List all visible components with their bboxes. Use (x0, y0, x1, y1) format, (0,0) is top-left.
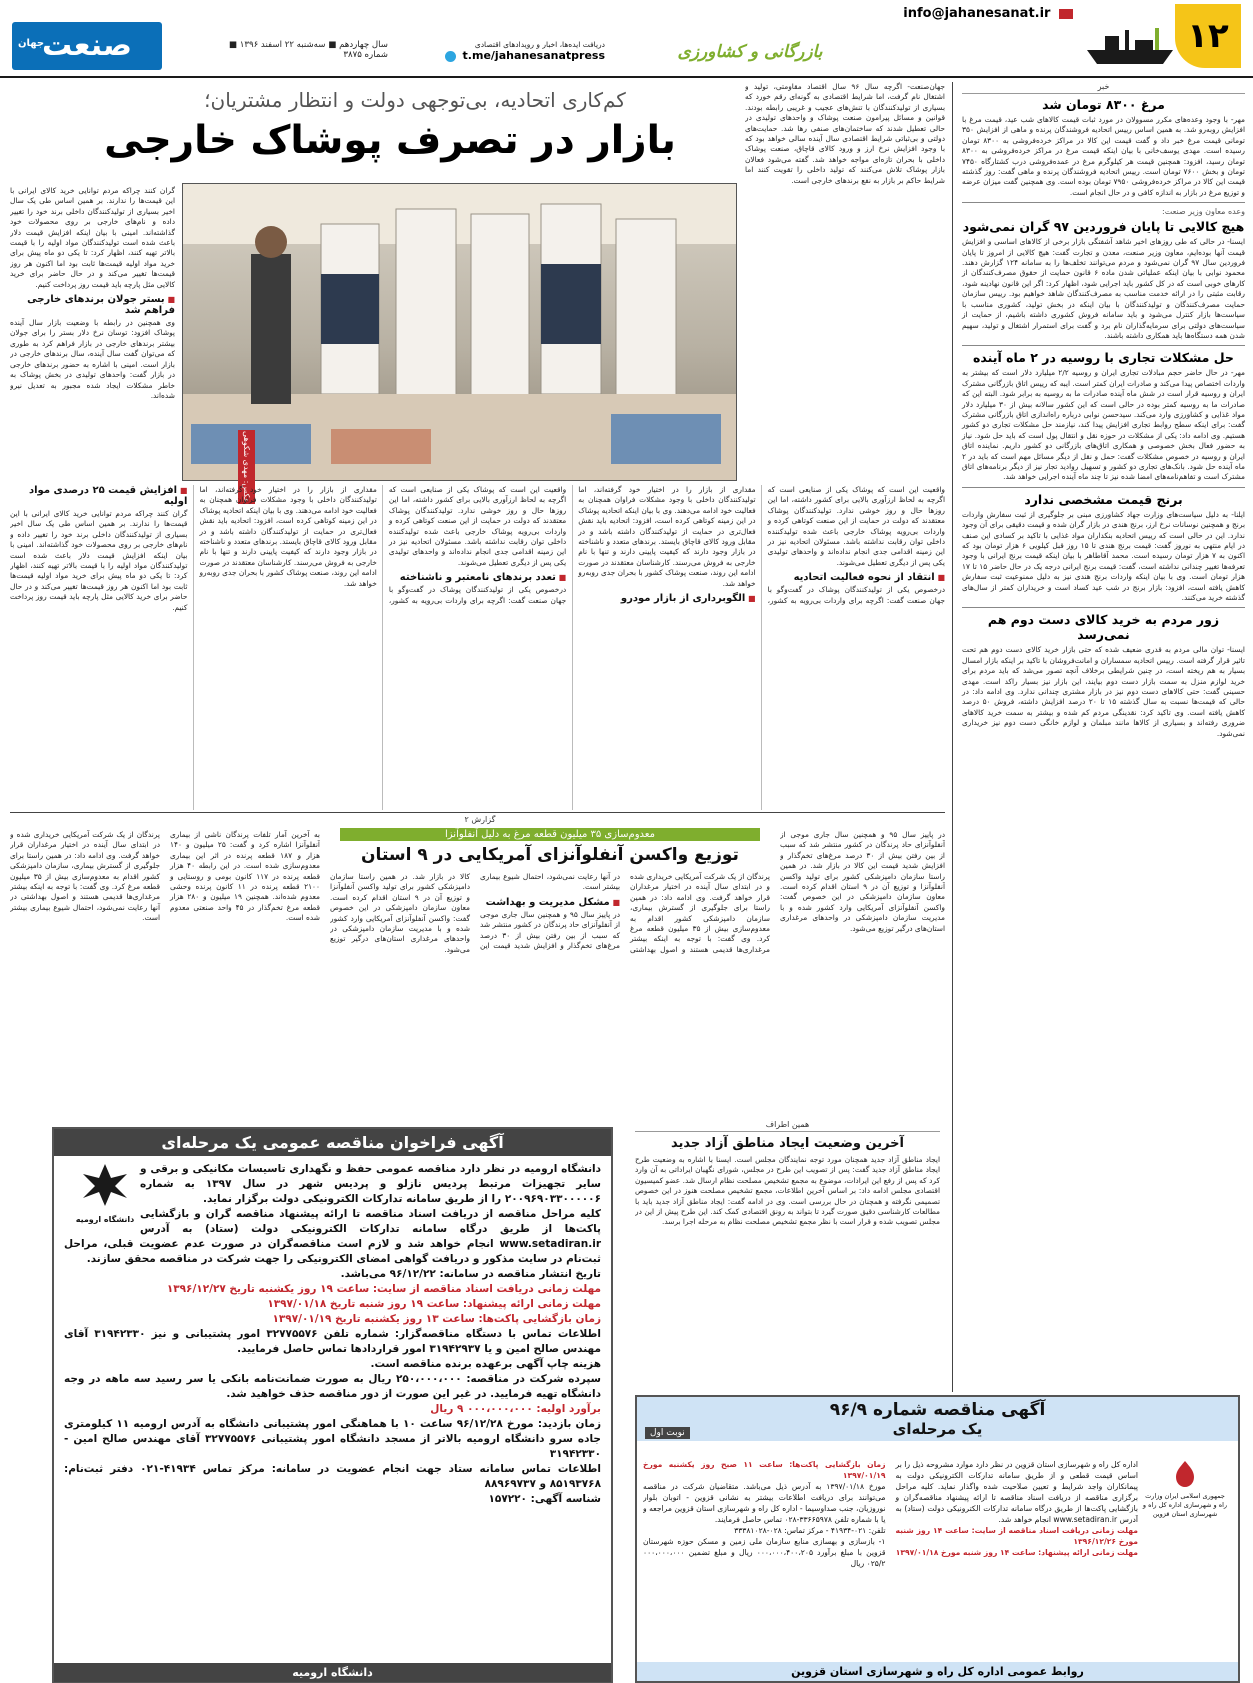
photo-credit: عکس: مهدی شکوهی (238, 430, 255, 504)
email-text: info@jahanesanat.ir (903, 6, 1051, 21)
section-divider (10, 812, 945, 813)
news-item-second-hand (962, 612, 1245, 743)
newspaper-logo: صنعت جهان (12, 22, 162, 70)
feature-kicker: کم‌کاری اتحادیه، بی‌توجهی دولت و انتظار مشتریان؛ (204, 88, 626, 112)
news-title: هیچ کالایی تا پایان فروردین ۹۷ گران نمی‌شود (962, 219, 1245, 235)
section-title: بازرگانی و کشاورزی (677, 42, 823, 62)
ad-footer: روابط عمومی اداره کل راه و شهرسازی استان قزوین (637, 1662, 1238, 1681)
feature-text: درخصوص یکی از تولیدکنندگان پوشاک در گفت‌وگو با جهان صنعت گفت: اگرچه برای واردات بی‌رویه به کشور، مقداری از بازار را در اختیار خود گرفته‌اند، اما تولیدکنندگان داخلی با وجود مشکلات فراوان همچنان به فعالیت خود ادامه می‌دهند. وی با بیان اینکه اتحادیه پوشاک در این زمینه کوتاهی کرده است، افزود: اتحادیه باید نقش فعال‌تری در حمایت از تولیدکنندگان داشته باشد و در مقابل ورود کالای قاچاق بایستد. برندهای متعدد و ناشناخته در بازار وجود دارند که کیفیت پایینی دارند و تنها با نام خارجی به فروش می‌رسند. کارشناسان معتقدند در صورت ادامه این روند، صنعت پوشاک کشور با بحران جدی روبه‌رو خواهد شد. (578, 485, 945, 605)
feature-subhead: ■ بستر جولان برندهای خارجی فراهم شد (10, 294, 175, 316)
feature-text: درخصوص یکی از تولیدکنندگان پوشاک در گفت‌وگو با جهان صنعت گفت: اگرچه برای واردات بی‌رویه به کشور، مقداری از بازار را در اختیار خود گرفته‌اند، اما تولیدکنندگان داخلی با وجود مشکلات فراوان همچنان به فعالیت خود ادامه می‌دهند. وی با بیان اینکه اتحادیه پوشاک در این زمینه کوتاهی کرده است، افزود: اتحادیه باید نقش فعال‌تری در حمایت از تولیدکنندگان داشته باشد و در مقابل ورود کالای قاچاق بایستد. برندهای متعدد و ناشناخته در بازار وجود دارند که کیفیت پایینی دارند و تنها با نام خارجی به فروش می‌رسند. کارشناسان معتقدند در صورت ادامه این روند، صنعت پوشاک کشور با بحران جدی روبه‌رو خواهد شد. (199, 485, 567, 605)
ad-estimate: برآورد اولیه: ۰۰۰،۰۰۰،۰۰۰ ۹ ریال (430, 1403, 601, 1415)
feature-headline: بازار در تصرف پوشاک خارجی (104, 118, 676, 163)
page-number: ۱۲ (1175, 4, 1241, 68)
feature-subhead: ■ افزایش قیمت ۲۵ درصدی مواد اولیه (10, 485, 187, 507)
vaccine-kicker: معدوم‌سازی ۳۵ میلیون قطعه مرغ به دلیل آنفلوآنزا (340, 828, 760, 841)
news-body: مهر- با وجود وعده‌های مکرر مسوولان در مورد ثبات قیمت کالاهای شب عید، قیمت مرغ با افزایش روبه‌رو شد. به همین اساس رییس اتحادیه فروشندگان پرنده و ماهی از افزایش ۳۵۰ تومانی قیمت مرغ خبر داد و گفت قیمت این کالا در مراکز خرده‌فروشی به ۸۳۰۰ تومان رسیده است. مهدی یوسف‌خانی با بیان اینکه قیمت مرغ در مراکز خرده‌فروشی به ۸۳۰۰ تومان رسید، افزود: همچنین قیمت هر کیلوگرم مرغ در عمده‌فروشی درب کشتارگاه ۷۴۵۰ تومان و بخش ۷۶۰۰ تومان است. رییس اتحادیه فروشندگان پرنده و ماهی گفت: روز گذشته قیمت این کالا در مراکز خرده‌فروشی ۷۹۵۰ تومان بوده است. وی همچنین گفت میزان عرضه و توزیع مرغ در بازار به اندازه کافی و در حال انجام است. (962, 115, 1245, 197)
ad-phones: تلفن: ۰۲۱-۴۱۹۳۴ - مرکز تماس: ۰۲۸-۳۳۳۸۱۰۲۸ (734, 1526, 886, 1535)
column-divider (952, 82, 953, 1392)
ad-title: آگهی فراخوان مناقصه عمومی یک مرحله‌ای (54, 1129, 611, 1156)
ad-body (643, 1459, 1138, 1659)
sidebar-category: خبر (962, 82, 1245, 94)
iran-emblem-icon (1170, 1459, 1200, 1489)
news-body: ایسنا- در حالی که طی روزهای اخیر شاهد آشفتگی بازار برخی از کالاهای اساسی و افزایش قیمت آنها بوده‌ایم، معاون وزیر صنعت، معدن و تجارت گفت: هیچ کالایی از امروز تا پایان فروردین سال ۹۷ گران نمی‌شود و مردم می‌توانند تخلف‌ها را به سامانه ۱۲۴ گزارش دهند. محمود نوابی با بیان اینکه عملیاتی شدن ماده ۶ قانون حمایت از حقوق مصرف‌کنندگان از کارهای خوبی است که در کل کشور باید اجرایی شود، اظهار کرد: اگر این قانون نهادینه شود، رقابت مثبتی را در ارائه خدمت مناسب به مصرف‌کنندگان شاهد خواهیم بود. رییس سازمان حمایت مصرف‌کنندگان و تولیدکنندگان با بیان اینکه در بخش تولید، کشوری مناسب با سیاست‌ها بازار کنترل می‌شود و باید سامانه فروش کشوری داشته باشیم، از حمایت از سیاست‌های دولتی برای سرمایه‌گذاران نام برد و گفت برای استمرار اشتغال و تولید، سهیم شدن همه دستگاه‌ها باید همکاری داشته باشند. (962, 237, 1246, 340)
logo-small: جهان (18, 38, 45, 49)
qazvin-tender-ad (635, 1395, 1240, 1683)
vaccine-body (330, 872, 770, 1082)
vaccine-text: به آخرین آمار تلفات پرندگان ناشی از بیماری آنفلوآنزا اشاره کرد و گفت: ۲۵ میلیون و ۱۴۰ هزار و ۱۸۷ قطعه پرنده در اثر این بیماری معدوم‌سازی شده است. در این رابطه ۴۰ هزار قطعه پرنده در ۱۱۷ کانون بومی و روستایی و ۲۱۰۰ قطعه پرنده در ۱۱ کانون پرنده وحشی معدوم شده‌اند. همچنین ۱۹ میلیون و ۲۸۰ هزار قطعه مرغ تخم‌گذار در ۴۵ واحد صنعتی معدوم شده است. (170, 830, 320, 923)
telegram-block[interactable] (395, 40, 605, 62)
ministry-emblem (1140, 1459, 1230, 1519)
ad-text: مورخ ۱۳۹۷/۰۱/۱۸ به آدرس ذیل می‌باشد. متقاضیان شرکت در مناقصه می‌توانند برای دریافت اطلاعات بیشتر به نشانی قزوین - اتوبان بلوار نوروزیان، جنب صداوسیما - اداره کل راه و شهرسازی استان قزوین مراجعه و یا با شماره تلفن ۳۳۶۶۵۹۷۸-۰۲۸ تماس حاصل فرمایند. (643, 1482, 886, 1524)
feature-text: واقعیت این است که پوشاک یکی از صنایعی است که اگرچه به لحاظ ارزآوری بالایی برای کشور داشته، اما این روزها حال و روز خوشی ندارد. تولیدکنندگان پوشاک معتقدند که دولت در حمایت از این صنعت کوتاهی کرده و واردات بی‌رویه پوشاک خارجی باعث شده تولیدکننده داخلی توان رقابت نداشته باشد. مسئولان اتحادیه نیز در این زمینه اقدامی جدی انجام نداده‌اند و واحدهای تولیدی یکی پس از دیگری تعطیل می‌شوند. (388, 485, 567, 567)
news-title: برنج قیمت مشخصی ندارد (1024, 491, 1183, 507)
news-item-no-price-rise (962, 207, 1245, 346)
report-label: گزارش ۲ (464, 815, 496, 824)
feature-body-columns (10, 485, 945, 810)
header-divider (0, 76, 1253, 78)
feature-subhead: ■ انتقاد از نحوه فعالیت اتحادیه (768, 572, 945, 583)
news-body: مهر- در حال حاضر حجم مبادلات تجاری ایران و روسیه ۲/۲ میلیارد دلار است که بیشتر به واردات اختصاص پیدا می‌کند و صادرات ایران کمتر است. ایبه که رییس اتاق بازرگانی مشترک ایران و روسیه قرار است در شش ماه آینده صادرات ما به روسیه به برابر شود. البته این که صادرات ما به روسیه کمتر بوده در حالی است که این کشور سالانه بیش از ۳۰ میلیارد دلار مواد غذایی و کشاورزی وارد می‌کند. سیدحسن نوابی درباره راه‌اندازی اتاق بازرگانی مشترک گفت: برای اینکه سطح روابط تجاری افزایش پیدا کند، نیازمند حل مشکلات تجاری دو کشور هستیم. وی ادامه داد: یکی از مشکلات در حوزه نقل و انتقال پول است که باید حل شود. نیاز به حضور فعال بخش خصوصی و همکاری اتاق‌های بازرگانی دو کشور داریم. نماینده اتاق ایران و روسیه در خصوص مشکلات گفت: حمل و نقل از دیگر مسائل مهم است که باید در ۲ ماه آینده حل شود. بانک‌های تجاری دو کشور و تسهیل روادید تجار نیز از دیگر برنامه‌های اتاق مشترک است و تفاهم‌نامه‌های امضا شده نیز تا چند ماه آینده اجرایی خواهد شد. (962, 368, 1246, 482)
free-zones-headline: آخرین وضعیت ایجاد مناطق آزاد جدید (671, 1136, 904, 1151)
urmia-tender-ad (52, 1127, 613, 1683)
news-title: حل مشکلات تجاری با روسیه در ۲ ماه آینده (973, 350, 1234, 366)
ad-subtitle: یک مرحله‌ای (892, 1420, 983, 1438)
emblem-icon (75, 1162, 135, 1207)
vaccine-text: در پاییز سال ۹۵ و همچنین سال جاری موجی از آنفلوآنزای حاد پرندگان در کشور منتشر شد که سبب از بین رفتن بیش از ۳۰ درصد مرغ‌های تخم‌گذار و افزایش شدید قیمت این کالا در بازار شد. در همین راستا سازمان دامپزشکی کشور برای تولید واکسن آنفلوآنزا و توزیع آن در ۹ استان اقدام کرده است. معاون سازمان دامپزشکی در این خصوص گفت: واکسن آنفلوآنزای آمریکایی وارد کشور شده و با مدیریت سازمان دامپزشکی در واحدهای مرغداری استان‌های درگیر توزیع می‌شود. (330, 872, 620, 954)
telegram-caption: دریافت ایده‌ها، اخبار و رویدادهای اقتصادی (474, 40, 605, 49)
news-title: زور مردم به خرید کالای دست دوم هم نمی‌رسد (987, 612, 1220, 643)
story-category: همین اطراف (635, 1120, 940, 1132)
university-emblem (70, 1162, 140, 1222)
vaccine-text: پرندگان از یک شرکت آمریکایی خریداری شده و در ابتدای سال آینده در اختیار مرغداران قرار خواهد گرفت. وی ادامه داد: در همین راستا برای جلوگیری از گسترش بیماری، سازمان دامپزشکی کشور اقدام به معدوم‌سازی بیش از ۳۵ میلیون قطعه مرغ کرد. وی گفت: با توجه به اینکه بیشتر مرغداری‌ها قدیمی هستند و اصول بهداشتی در آنها رعایت نمی‌شود، احتمال شیوع بیماری بیشتر است. (10, 830, 160, 923)
vaccine-body-left (10, 830, 320, 1080)
ad-project: ۱- بازسازی و بهسازی منابع سازمان ملی زمین و مسکن حوزه شهرستان قزوین با مبلغ برآورد ۰۰۰،۰۰۰،۴۰۰،۲۰۵ ریال و مبلغ تضمین ۰۰۰،۰۰۰،۰۰۰ ۰۲۵/۲ ریال (643, 1537, 886, 1568)
feature-subhead: ■ تعدد برندهای نامعتبر و ناشناخته (389, 572, 566, 583)
ad-submit-deadline: مهلت زمانی ارائه پیشنهاد: ساعت ۱۹ روز شنبه تاریخ ۱۳۹۷/۰۱/۱۸ (267, 1298, 601, 1310)
ad-intro: دانشگاه ارومیه در نظر دارد مناقصه عمومی حفظ و نگهداری تاسیسات مکانیکی و برقی و سایر تجهیزات مرتبط پردیس نازلو و پردیس شهر در سال ۱۳۹۷ به شماره ۲۰۰۹۶۹۰۳۳۰۰۰۰۰۶ را از طریق سامانه تدارکات الکترونیکی دولت برگزار نماید. (140, 1163, 601, 1205)
ad-fee: هزینه چاپ آگهی برعهده برنده مناقصه است. (370, 1358, 601, 1370)
feature-text: گران کنند چراکه مردم توانایی خرید کالای ایرانی با این قیمت‌ها را ندارند. بر همین اساس طی یک سال اخیر بسیاری از تولیدکنندگان داخلی برند خود را تغییر داده و نام‌های خارجی بر روی محصولات خود گذاشته‌اند. امینی با بیان اینکه افزایش قیمت دلار باعث شده است تولیدکنندگان مواد اولیه را با قیمت بالاتر تهیه کنند، اظهار کرد: تا یکی دو ماه پیش برای خرید مواد اولیه قیمت‌ها ثابت بود اما اکنون هر روز قیمت‌ها تغییر می‌کند و در حال حاضر برای خرید کالایی مثل پارچه باید قیمت روز پرداخت کنیم. (10, 509, 188, 612)
ad-publish-date: تاریخ انتشار مناقصه در سامانه: ۹۶/۱۲/۲۲ می‌باشد. (340, 1268, 601, 1280)
vaccine-text: پرندگان از یک شرکت آمریکایی خریداری شده و در ابتدای سال آینده در اختیار مرغداران قرار خواهد گرفت. وی ادامه داد: در همین راستا برای جلوگیری از گسترش بیماری، سازمان دامپزشکی کشور اقدام به معدوم‌سازی بیش از ۳۵ میلیون قطعه مرغ کرد. وی گفت: با توجه به اینکه بیشتر مرغداری‌ها قدیمی هستند و اصول بهداشتی در آنها رعایت نمی‌شود، احتمال شیوع بیماری بیشتر است. (480, 872, 770, 954)
feature-column-left (10, 186, 175, 486)
feature-subhead: ■ الگوبرداری از بازار مودرو (578, 593, 755, 604)
ad-dates-opening: زمان بازگشایی پاکت‌ها: ساعت ۱۱ صبح روز یکشنبه مورخ ۱۳۹۷/۰۱/۱۹ (643, 1460, 886, 1480)
news-item-rice (962, 492, 1245, 609)
clothing-store-photo (182, 183, 737, 481)
ad-header (637, 1397, 1238, 1441)
news-body: ایلنا- به دلیل سیاست‌های وزارت جهاد کشاورزی مبنی بر جلوگیری از ثبت سفارش واردات برنج و همچنین نوسانات نرخ ارز، برنج هندی در بازار گران شده و قیمت دقیقی برای آن وجود ندارد. این در حالی است که رییس اتحادیه بنکداران مواد غذایی با تاکید بر کسادی این صنف در ایام منتهی به نوروز گفت: قیمت برنج هندی تا ۱۵ روز قبل کیلویی ۶ هزار تومان بود که اکنون به ۷ هزار تومان رسیده است. محمد آقاطاهر با بیان اینکه قیمت برنج ایرانی با وجود تعرفه‌ها تغییر چندانی نداشته است، گفت: قیمت برنج ایرانی درجه یک در حال حاضر ۱۵ تا ۱۷ هزار تومان است. وی با بیان اینکه واردات برنج هندی نیز به دلیل ممنوعیت ثبت سفارش کاهش یافته است، افزود: بازار برنج در شب عید کساد است و خریداران کمتر از سال‌های گذشته خرید می‌کنند. (962, 509, 1246, 603)
telegram-url: t.me/jahanesanatpress (395, 49, 605, 62)
news-title: مرغ ۸۳۰۰ تومان شد (1042, 97, 1165, 112)
ad-deposit: سپرده شرکت در مناقصه: ۲۵۰،۰۰۰،۰۰۰ ریال به صورت ضمانت‌نامه بانکی یا سر رسید سه ماهه در وجه دانشگاه تهیه فرمایید. در غیر این صورت از دور مناقصه حذف خواهید شد. (64, 1373, 601, 1400)
ad-contact: اطلاعات تماس با دستگاه مناقصه‌گزار: شماره تلفن ۳۲۷۷۵۵۷۶ امور پشتیبانی و نیز ۳۱۹۴۲۳۳۰ آقای مهندس صالح امین و یا ۳۱۹۴۲۹۳۷ امور قراردادها تماس حاصل فرمایید. (64, 1328, 601, 1355)
emblem-text: جمهوری اسلامی ایران وزارت راه و شهرسازی اداره کل راه و شهرسازی استان قزوین (1142, 1492, 1228, 1518)
ad-text: اداره کل راه و شهرسازی استان قزوین در نظر دارد موارد مشروحه ذیل را بر اساس قیمت قطعی و از طریق سامانه تدارکات الکترونیکی دولت به پیمانکاران واجد شرایط و تعیین صلاحیت شده واگذار نماید. کلیه مراحل برگزاری مناقصه از دریافت اسناد مناقصه تا ارائه پیشنهاد مناقصه‌گران و بازگشایی پاکت‌ها از طریق درگاه سامانه تدارکات الکترونیکی دولت (ستاد) به آدرس www.setadiran.ir انجام خواهد شد. (895, 1460, 1138, 1524)
ad-info: اطلاعات تماس سامانه ستاد جهت انجام عضویت در سامانه: مرکز تماس ۴۱۹۳۴-۰۲۱ دفتر ثبت‌نام: ۸۵۱۹۳۷۶۸ و ۸۸۹۶۹۷۳۷ (64, 1463, 601, 1490)
free-zones-story (635, 1120, 940, 1390)
ad-visit: زمان بازدید: مورخ ۹۶/۱۲/۲۸ ساعت ۱۰ با هماهنگی امور پشتیبانی دانشگاه به آدرس ارومیه ۱۱ کیلومتری جاده سرو دانشگاه ارومیه بالاتر از مسجد دانشگاه امور پشتیبانی ۳۲۷۷۵۵۷۶ آقای مهندس صالح امین - ۳۱۹۴۲۳۳۰ (64, 1418, 602, 1460)
cargo-ship-icon (1085, 26, 1175, 66)
feature-text: واقعیت این است که پوشاک یکی از صنایعی است که اگرچه به لحاظ ارزآوری بالایی برای کشور داشته، اما این روزها حال و روز خوشی ندارد. تولیدکنندگان پوشاک معتقدند که دولت در حمایت از این صنعت کوتاهی کرده و واردات بی‌رویه پوشاک خارجی باعث شده تولیدکننده داخلی توان رقابت نداشته باشد. مسئولان اتحادیه نیز در این زمینه اقدامی جدی انجام نداده‌اند و واحدهای تولیدی یکی پس از دیگری تعطیل می‌شوند. (767, 485, 945, 567)
news-item-russia-trade (962, 350, 1245, 487)
mannequins-image (182, 184, 736, 481)
vaccine-subhead: ■ مشکل مدیریت و بهداشت (480, 897, 620, 908)
free-zones-body: ایجاد مناطق آزاد جدید همچنان مورد توجه نمایندگان مجلس است. ایسنا با اشاره به وضعیت طرح ایجاد مناطق آزاد جدید گفت: پس از تصویب این طرح در مجلس، شورای نگهبان ایراداتی به آن وارد کرد که پس از رفع این ایرادات، موضوع به مجمع تشخیص مصلحت نظام ارسال شد. عضو کمیسیون اقتصادی مجلس ادامه داد: بر اساس آخرین اطلاعات، مجمع تشخیص مصلحت هنوز در این خصوص تصمیمی نگرفته و همچنان در حال بررسی است. وی در ادامه گفت: ایجاد مناطق آزاد جدید باید با مطالعات کارشناسی دقیق صورت گیرد تا بتواند به رونق اقتصادی کمک کند. این طرح پیش از این در مجلس تصویب شده و قرار است با نظر مجمع تشخیص مصلحت نظام به مرحله اجرا برسد. (635, 1155, 940, 1227)
ad-receive-deadline: مهلت زمانی دریافت اسناد مناقصه از سایت: ساعت ۱۹ روز یکشنبه تاریخ ۱۳۹۶/۱۲/۲۷ (166, 1283, 601, 1295)
ad-opening: زمان بازگشایی پاکت‌ها: ساعت ۱۳ روز یکشنبه تاریخ ۱۳۹۷/۰۱/۱۹ (272, 1313, 601, 1325)
ad-title: آگهی مناقصه شماره ۹۶/۹ (829, 1400, 1046, 1420)
feature-text: وی همچنین در رابطه با وضعیت بازار سال آینده پوشاک افزود: توسان نرخ دلار بستر را برای جولان بیشتر برندهای خارجی در بازار فراهم کرد به طوری که می‌توان گفت سال آینده، سال برندهای خارجی در بازار است. امینی با اشاره به حضور برندهای خارجی در بازار گفت: واحدهای تولیدی در بخش پوشاک به خاطر مشکلات ایجاد شده مجبور به تعدیل نیرو شده‌اند. (10, 318, 175, 400)
vaccine-col-a: در پاییز سال ۹۵ و همچنین سال جاری موجی از آنفلوآنزای حاد پرندگان در کشور منتشر شد که سبب از بین رفتن بیش از ۳۰ درصد مرغ‌های تخم‌گذار و افزایش شدید قیمت این کالا در بازار شد. در همین راستا سازمان دامپزشکی کشور برای تولید واکسن آنفلوآنزا و توزیع آن در ۹ استان اقدام کرده است. معاون سازمان دامپزشکی در این خصوص گفت: واکسن آنفلوآنزای آمریکایی وارد کشور شده و با مدیریت سازمان دامپزشکی در واحدهای مرغداری استان‌های درگیر توزیع می‌شود. (780, 830, 945, 933)
ad-round: نوبت اول (645, 1427, 690, 1439)
news-body: ایسنا- توان مالی مردم به قدری ضعیف شده که حتی بازار خرید کالای دست دوم هم تحت تاثیر قرار گرفته است. رییس اتحادیه سمساران و امانت‌فروشان با تاکید بر اینکه بازار امسال بسیار به هم ریخته است، در چنین شرایطی برخلاف آنچه تصور می‌شد که باید مردم برای خرید لوازم منزل به سمت بازار دست دوم بیایند، این بازار نیز بسیار راکد است. مهدی حسینی گفت: حتی کالاهای دست دوم نیز در بازار مشتری چندانی ندارد. وی ادامه داد: در حالی که قیمت‌ها نسبت به سال گذشته ۱۵ تا ۲۰ درصد افزایش داشته، فروش ۵۰ درصد کاهش یافته است. وی تاکید کرد: نقدینگی مردم کم شده و بیشتر به سمت خرید کالاهای ضروری رفته‌اند و بسیاری از کالاها مانند مبلمان و لوازم خانگی دست دوم نیز خریداری نمی‌شود. (962, 645, 1245, 738)
ad-dates-submit: مهلت زمانی ارائه پیشنهاد: ساعت ۱۴ روز شنبه مورخ ۱۳۹۷/۰۱/۱۸ (895, 1548, 1138, 1557)
news-sidebar (962, 82, 1245, 747)
feature-intro: جهان‌صنعت- اگرچه سال ۹۶ سال اقتصاد مقاومتی، تولید و اشتغال نام گرفت، اما شرایط اقتصادی به گونه‌ای رقم خورد که بسیاری از تولیدکنندگان با تنش‌های عجیب و غریبی رابطه بودند. قوانین و مسائل پیرامون صنعت پوشاک و واحدهای تولیدی در حالی تعطیل شدند که ساختمان‌های صنفی رها شد. حمایت‌های دولتی و بی‌ثباتی شرایط اقتصادی سال آینده سالی خواهد بود که با وجود افزایش نرخ ارز و ورود کالای قاچاق، صنعت پوشاک داخلی با بحران تازه‌ای مواجه خواهد شد. گفته می‌شود فعالان بازار پوشاک تلاش می‌کنند که تولید داخلی را تقویت کنند اما شرایط حاکم بر بازار به نفع برندهای خارجی است. (745, 82, 945, 185)
masthead (0, 0, 1253, 80)
ad-id: شناسه آگهی: ۱۵۷۲۲۰ (488, 1493, 601, 1505)
issue-info: سال چهاردهم ■ سه‌شنبه ۲۲ اسفند ۱۳۹۶ ■ شماره ۳۸۷۵ (228, 40, 388, 60)
news-kicker: وعده معاون وزیر صنعت: (1162, 207, 1245, 217)
news-item-chicken-price (962, 97, 1245, 203)
telegram-icon (445, 51, 456, 62)
email-contact[interactable] (903, 6, 1073, 21)
envelope-icon (1059, 9, 1073, 19)
ad-footer: دانشگاه ارومیه (54, 1663, 611, 1682)
vaccine-headline: توزیع واکسن آنفلوآنزای آمریکایی در ۹ استان (361, 845, 739, 865)
ad-dates-receive: مهلت زمانی دریافت اسناد مناقصه از سایت: ساعت ۱۴ روز شنبه مورخ ۱۳۹۶/۱۲/۲۶ (895, 1526, 1138, 1546)
emblem-caption: دانشگاه ارومیه (75, 1215, 135, 1224)
ad-content (54, 1156, 611, 1513)
ad-steps: کلیه مراحل مناقصه از دریافت اسناد مناقصه تا ارائه پیشنهاد مناقصه گران و بازگشایی پاکت‌ها از طریق درگاه سامانه تدارکات الکترونیکی دولت (ستاد) به آدرس www.setadiran.ir انجام خواهد شد و لازم است مناقصه‌گران در صورت عدم عضویت قبلی، مراحل ثبت‌نام در سایت مذکور و دریافت گواهی امضای الکترونیکی را جهت شرکت در مناقصه محقق سازند. (64, 1208, 601, 1265)
feature-text: گران کنند چراکه مردم توانایی خرید کالای ایرانی با این قیمت‌ها را ندارند. بر همین اساس طی یک سال اخیر بسیاری از تولیدکنندگان داخلی برند خود را تغییر داده و نام‌های خارجی بر روی محصولات خود گذاشته‌اند. امینی با بیان اینکه افزایش قیمت دلار باعث شده است تولیدکنندگان مواد اولیه را با قیمت بالاتر تهیه کنند، اظهار کرد: تا یکی دو ماه پیش برای خرید مواد اولیه قیمت‌ها ثابت بود اما اکنون هر روز قیمت‌ها تغییر می‌کند و در حال حاضر برای خرید کالایی مثل پارچه باید قیمت روز پرداخت کنیم. (10, 186, 175, 289)
